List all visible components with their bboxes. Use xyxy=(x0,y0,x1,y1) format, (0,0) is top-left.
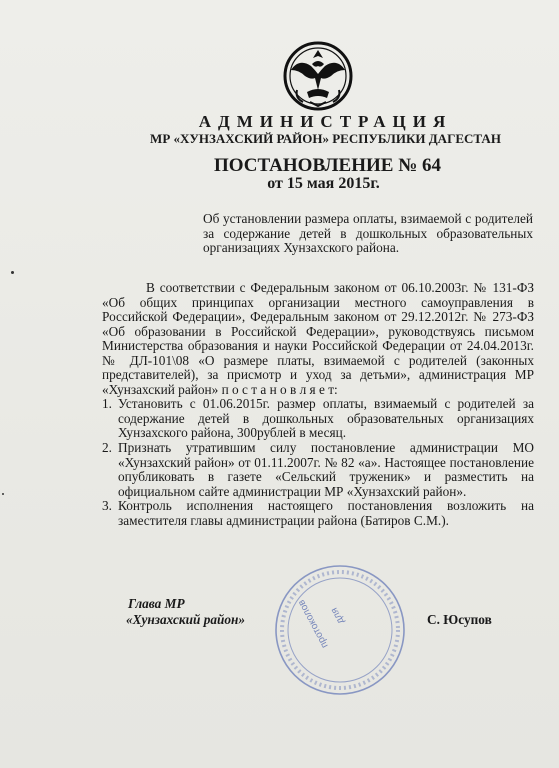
agency-name: АДМИНИСТРАЦИЯ xyxy=(198,112,453,131)
decree-body xyxy=(102,281,534,528)
speck-mark xyxy=(11,271,14,274)
official-stamp xyxy=(270,560,410,700)
signatory-title-line1: Глава МР xyxy=(128,596,185,611)
decree-subject: Об установлении размера оплаты, взимаемой с родителей за содержание детей в дошкольных образовательных организациях Хунзахского района. xyxy=(203,211,533,256)
decree-item xyxy=(102,441,534,499)
item-text: Установить с 01.06.2015г. размер оплаты, взимаемый с родителей за содержание детей в дошкольных образовательных организациях Хунзахского района, 300рублей в месяц. xyxy=(118,396,534,441)
decree-items-list xyxy=(102,397,534,528)
item-number: 2. xyxy=(102,440,112,456)
speck-mark xyxy=(2,493,4,495)
decree-title: ПОСТАНОВЛЕНИЕ № 64 xyxy=(213,155,442,176)
coat-of-arms-emblem xyxy=(277,40,359,112)
item-text: Признать утратившим силу постановление администрации МО «Хунзахский район» от 01.11.2007г. № 82 «а». Настоящее постановление опубликовать в газете «Сельский труженик» и разместить на официальном сайте администрации МР «Хунзахский район». xyxy=(118,440,534,499)
signatory-title xyxy=(126,596,245,628)
signatory-name: С. Юсупов xyxy=(427,612,492,627)
decree-date: от 15 мая 2015г. xyxy=(267,175,380,192)
decree-item xyxy=(102,397,534,441)
item-number: 1. xyxy=(102,396,112,412)
region-name: МР «ХУНЗАХСКИЙ РАЙОН» РЕСПУБЛИКИ ДАГЕСТАН xyxy=(150,131,501,146)
decree-item xyxy=(102,499,534,528)
stamp-text-line1: для xyxy=(328,605,347,626)
signatory-title-line2: «Хунзахский район» xyxy=(126,612,246,627)
preamble-paragraph: В соответствии с Федеральным законом от 06.10.2003г. № 131-ФЗ «Об общих принципах организации местного самоуправления в Российской Федерации», Федеральным законом от 29.12.2012г. № 273-ФЗ «Об образовании в Российской Федерации», руководствуясь письмом Министерства образования и науки Российской Федерации от 24.04.2013г. № ДЛ-101\08 «О размере платы, взимаемой с родителей (законных представителей), за присмотр и уход за детьми», администрация МР «Хунзахский район» п о с т а н о в л я е т: xyxy=(102,280,534,397)
stamp-text-line2: протоколов xyxy=(296,597,331,650)
item-number: 3. xyxy=(102,498,112,514)
item-text: Контроль исполнения настоящего постановления возложить на заместителя главы администрации района (Батиров С.М.). xyxy=(118,498,534,528)
